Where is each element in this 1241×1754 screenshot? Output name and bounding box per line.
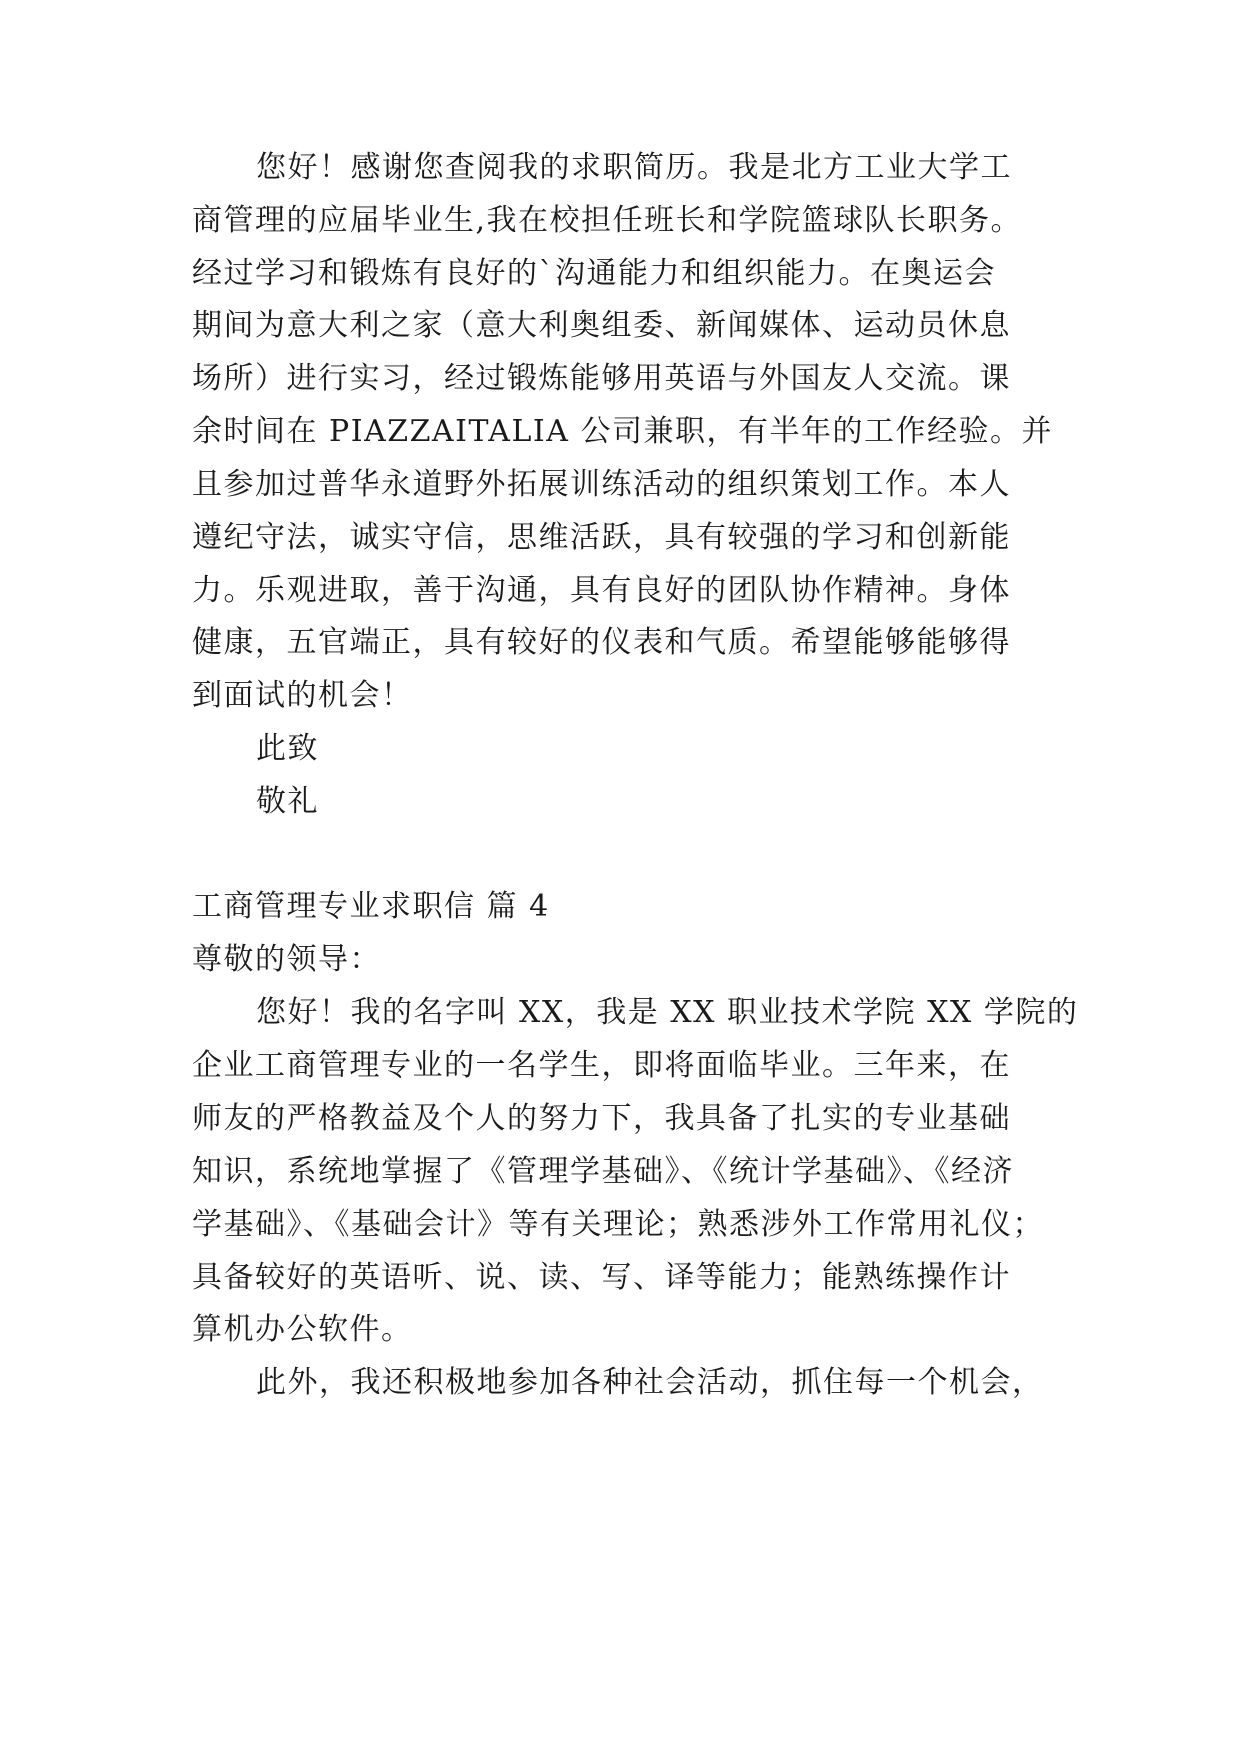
salutation: 尊敬的领导： xyxy=(192,942,381,977)
paragraph-line: 期间为意大利之家（意大利奥组委、新闻媒体、运动员休息 xyxy=(192,308,1011,343)
paragraph-line: 您好！我的名字叫 XX，我是 XX 职业技术学院 XX 学院的 xyxy=(256,995,1079,1030)
paragraph-line: 且参加过普华永道野外拓展训练活动的组织策划工作。本人 xyxy=(192,467,1011,502)
section-heading: 工商管理专业求职信 篇 4 xyxy=(192,889,550,924)
paragraph-line: 遵纪守法，诚实守信，思维活跃，具有较强的学习和创新能 xyxy=(192,520,1011,555)
paragraph-line: 算机办公软件。 xyxy=(192,1312,413,1347)
paragraph-line: 商管理的应届毕业生,我在校担任班长和学院篮球队长职务。 xyxy=(192,203,1023,238)
paragraph-line: 健康，五官端正，具有较好的仪表和气质。希望能够能够得 xyxy=(192,625,1011,660)
paragraph-line: 到面试的机会！ xyxy=(192,678,413,713)
paragraph-line: 知识，系统地掌握了《管理学基础》、《统计学基础》、《经济 xyxy=(192,1154,1014,1189)
paragraph-line: 企业工商管理专业的一名学生，即将面临毕业。三年来，在 xyxy=(192,1048,1011,1083)
paragraph-line: 学基础》、《基础会计》等有关理论；熟悉涉外工作常用礼仪； xyxy=(192,1207,1044,1242)
paragraph-line: 经过学习和锻炼有良好的`沟通能力和组织能力。在奥运会 xyxy=(192,256,996,291)
paragraph-line: 力。乐观进取，善于沟通，具有良好的团队协作精神。身体 xyxy=(192,573,1011,608)
paragraph-line: 您好！感谢您查阅我的求职简历。我是北方工业大学工 xyxy=(256,150,1012,185)
closing-regards: 敬礼 xyxy=(256,784,319,819)
paragraph-line: 此外，我还积极地参加各种社会活动，抓住每一个机会， xyxy=(256,1365,1044,1400)
paragraph-line: 场所）进行实习，经过锻炼能够用英语与外国友人交流。课 xyxy=(192,361,1011,396)
paragraph-line: 具备较好的英语听、说、读、写、译等能力；能熟练操作计 xyxy=(192,1260,1011,1295)
paragraph-line: 余时间在 PIAZZAITALIA 公司兼职，有半年的工作经验。并 xyxy=(192,414,1053,449)
closing-greeting: 此致 xyxy=(256,731,319,766)
paragraph-line: 师友的严格教益及个人的努力下，我具备了扎实的专业基础 xyxy=(192,1101,1011,1136)
